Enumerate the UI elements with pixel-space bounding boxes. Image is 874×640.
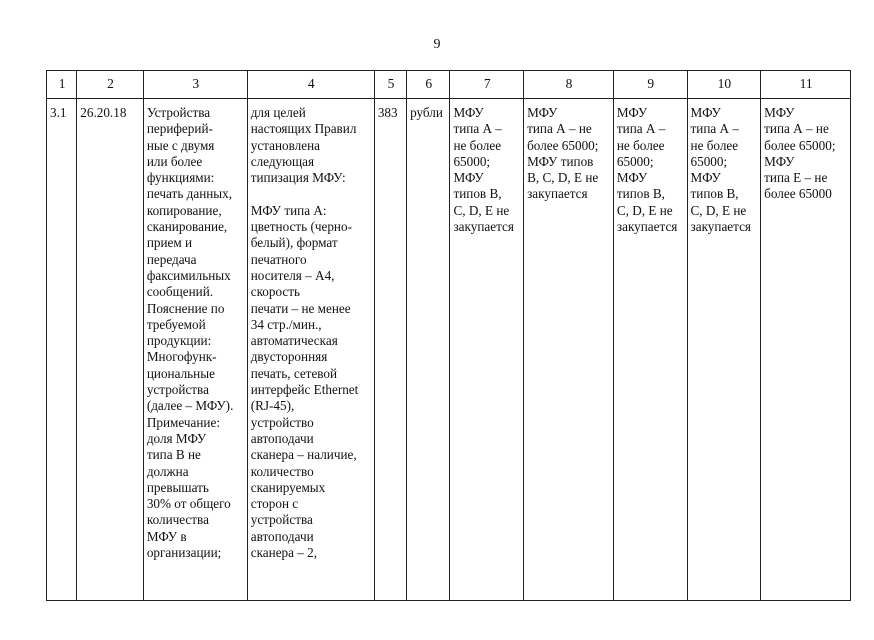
- header-cell-9: 9: [613, 71, 687, 99]
- value-cell-col11: МФУ типа А – не более 65000; МФУ типа Е – не более 65000: [761, 99, 851, 601]
- value-cell-col7: МФУ типа А – не более 65000; МФУ типов В, C, D, E не закупается: [450, 99, 524, 601]
- value-cell-col10: МФУ типа А – не более 65000; МФУ типов В, C, D, E не закупается: [687, 99, 761, 601]
- header-cell-10: 10: [687, 71, 761, 99]
- header-cell-6: 6: [407, 71, 450, 99]
- requirements-table: [46, 70, 851, 601]
- product-name-cell: Устройства периферий- ные с двумя или более функциями: печать данных, копирование, сканирование, прием и передача факсимильных сообщений. Пояснение по требуемой продукции: Многофунк- циональные устройства (далее – МФУ). Примечание: доля МФУ типа В не должна превышать 30% от общего количества МФУ в организации;: [143, 99, 247, 601]
- row-number-cell: 3.1: [47, 99, 77, 601]
- page-number: 9: [433, 37, 441, 52]
- header-cell-3: 3: [143, 71, 247, 99]
- header-cell-8: 8: [524, 71, 614, 99]
- value-cell-col8: МФУ типа А – не более 65000; МФУ типов B, C, D, E не закупается: [524, 99, 614, 601]
- header-cell-1: 1: [47, 71, 77, 99]
- okpd-code-cell: 26.20.18: [77, 99, 144, 601]
- okei-code-cell: 383: [374, 99, 406, 601]
- table-row: [47, 99, 851, 601]
- header-cell-4: 4: [247, 71, 374, 99]
- header-cell-2: 2: [77, 71, 144, 99]
- header-row: [47, 71, 851, 99]
- header-cell-11: 11: [761, 71, 851, 99]
- value-cell-col9: МФУ типа А – не более 65000; МФУ типов В, C, D, E не закупается: [613, 99, 687, 601]
- header-cell-7: 7: [450, 71, 524, 99]
- characteristics-cell: для целей настоящих Правил установлена следующая типизация МФУ: МФУ типа А: цветность (черно- белый), формат печатного носителя – А4, скорость печати – не менее 34 стр./мин., автоматическая двусторонняя печать, сетевой интерфейс Ethernet (RJ-45), устройство автоподачи сканера – наличие, количество сканируемых сторон с устройства автоподачи сканера – 2,: [247, 99, 374, 601]
- unit-cell: рубли: [407, 99, 450, 601]
- header-cell-5: 5: [374, 71, 406, 99]
